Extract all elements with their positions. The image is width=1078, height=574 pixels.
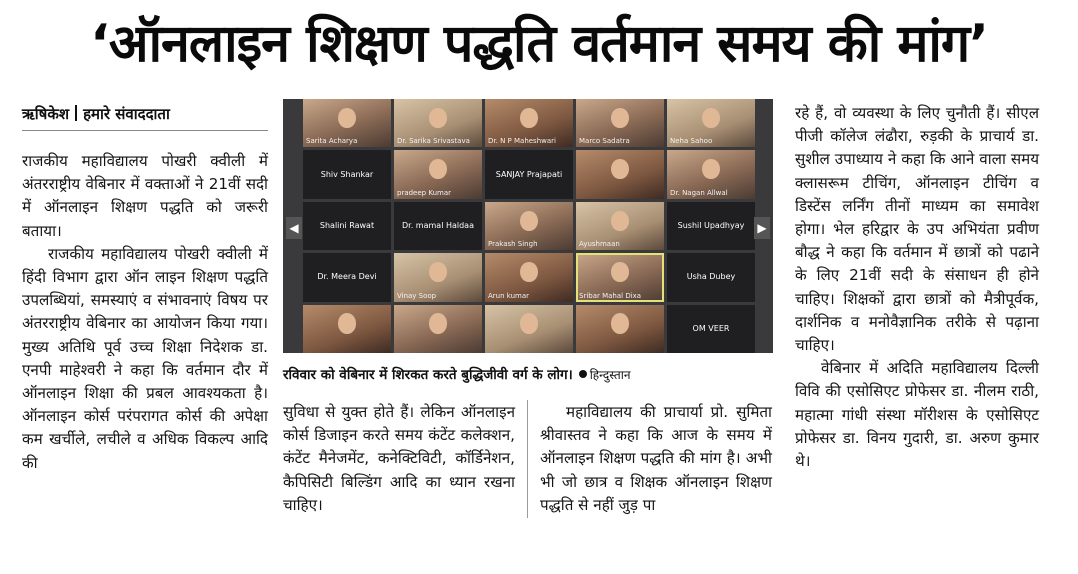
participant-video (338, 313, 356, 333)
participant-video (338, 108, 356, 128)
column-1-paragraph: राजकीय महाविद्यालय पोखरी क्वीली में हिंदी विभाग द्वारा ऑन लाइन शिक्षण पद्धति उपलब्धियां, समस्याएं व संभावनाएं विषय पर अंतरराष्ट्रीय वेबिनार का आयोजन किया गया। मुख्य अतिथि पूर्व उच्च शिक्षा निदेशक डा. एनपी माहेश्वरी ने कहा कि वर्तमान दौर में ऑनलाइन शिक्षा की प्रबल आवश्यकता है। ऑनलाइन कोर्स परंपरागत कोर्स की अपेक्षा कम खर्चीले, लचीले व अधिक विकल्प आदि की (22, 244, 268, 472)
participant-tile (576, 150, 664, 198)
participant-name: Shiv Shankar (320, 169, 374, 179)
participant-tile (303, 150, 391, 198)
participant-video (611, 108, 629, 128)
chevron-left-icon: ◀ (286, 217, 302, 239)
chevron-right-icon: ▶ (754, 217, 770, 239)
participant-name: Sribar Mahal Dixa (579, 291, 642, 300)
participant-name: Arun kumar (488, 291, 530, 300)
caption-credit: हिन्दुस्तान (589, 368, 631, 382)
participant-tile (485, 305, 573, 353)
participant-name: Usha Dubey (686, 272, 736, 282)
participant-tile (303, 202, 391, 250)
caption-text: रविवार को वेबिनार में शिरकत करते बुद्धिजीवी वर्ग के लोग। (283, 367, 573, 383)
photo-caption (283, 366, 631, 384)
headline: ‘ऑनलाइन शिक्षण पद्धति वर्तमान समय की मांग’ (90, 14, 988, 74)
column-2-paragraph: सुविधा से युक्त होते हैं। लेकिन ऑनलाइन कोर्स डिजाइन करते समय कंटेंट कलेक्शन, कंटेंट मैनेजमेंट, कनेक्टिविटी, कॉर्डिनेशन, कैपिसिटी बिल्डिंग आदि का ध्यान रखना चाहिए। (283, 403, 515, 514)
participant-tile (394, 253, 482, 301)
participant-tile (394, 150, 482, 198)
column-3-paragraph: महाविद्यालय की प्राचार्या प्रो. सुमिता श्रीवास्तव ने कहा कि आज के समय में ऑनलाइन शिक्षण पद्धति की मांग है। अभी भी जो छात्र व शिक्षक ऑनलाइन शिक्षण पद्धति से नहीं जुड़ पा (540, 403, 772, 514)
participant-name: Shalini Rawat (319, 220, 375, 230)
participant-tile (485, 150, 573, 198)
participant-name: Dr. mamal Haldaa (402, 220, 474, 230)
participant-video (520, 211, 538, 231)
dateline-place: ऋषिकेश (22, 105, 70, 123)
participant-name: Dr. Meera Devi (317, 272, 377, 282)
participant-tile (485, 202, 573, 250)
column-4-paragraph: वेबिनार में अदिति महाविद्यालय दिल्ली विवि की एसोसिएट प्रोफेसर डा. नीलम राठी, महात्मा गांधी संस्था मॉरीशस के एसोसिएट प्रोफेसर डा. विनय गुदारी, डा. अरुण कुमार थे। (795, 359, 1039, 471)
participant-video (611, 159, 629, 179)
participant-tile (485, 253, 573, 301)
participant-video (611, 262, 629, 282)
participant-tile (394, 202, 482, 250)
participant-tile (576, 99, 664, 147)
participant-name: Prakash Singh (488, 240, 538, 249)
participant-tile (576, 253, 664, 301)
participant-name: Sarita Acharya (306, 137, 358, 146)
participant-name: Sushil Upadhyay (677, 220, 745, 230)
article-column-2 (283, 401, 515, 517)
dateline (22, 103, 170, 125)
participant-video (702, 159, 720, 179)
column-4-paragraph: रहे हैं, वो व्यवस्था के लिए चुनौती हैं। सीएल पीजी कॉलेज लंढौरा, रुड़की के प्राचार्य डा. सुशील उपाध्याय ने कहा कि आने वाला समय क्लासरूम टीचिंग, ऑनलाइन टीचिंग व डिस्टेंस लर्निंग तीनों माध्यम का समावेश होगा। भेल हरिद्वार के उप अभियंता प्रवीण बौद्ध ने कहा कि वर्तमान में छात्रों को पढाने के लिए 21वीं सदी के संसाधन ही होने चाहिए। शिक्षकों द्वारा छात्रों को मैत्रीपूर्वक, दार्शनिक व मनोवैज्ञानिक तरीके से पढ़ाना चाहिए। (795, 104, 1039, 355)
dateline-separator (75, 105, 77, 121)
participant-tile (485, 99, 573, 147)
participant-tile (667, 202, 755, 250)
participant-name: SANJAY Prajapati (495, 169, 563, 179)
participant-name: Ayushmaan (579, 240, 620, 249)
participant-name: Marco Sadatra (579, 137, 630, 146)
participant-name: Neha Sahoo (670, 137, 713, 146)
participant-name: Dr. Nagan Allwal (670, 188, 728, 197)
participant-name: pradeep Kumar (397, 188, 452, 197)
participant-video (520, 313, 538, 333)
dateline-rule (22, 130, 268, 131)
participant-video (611, 211, 629, 231)
participant-tile (394, 305, 482, 353)
participant-tile (576, 202, 664, 250)
participant-name: Dr. Sarika Srivastava (397, 137, 470, 146)
participant-video (702, 108, 720, 128)
participant-tile (303, 99, 391, 147)
participant-video (429, 159, 447, 179)
participant-tile (576, 305, 664, 353)
webinar-photo (283, 99, 773, 353)
participant-tile (303, 253, 391, 301)
participant-tile (667, 253, 755, 301)
article-column-4 (795, 102, 1039, 473)
column-1-paragraph: राजकीय महाविद्यालय पोखरी क्वीली में अंतरराष्ट्रीय वेबिनार में वक्ताओं ने 21वीं सदी में ऑनलाइन शिक्षण पद्धति को जरूरी बताया। (22, 152, 268, 240)
participant-tile (667, 150, 755, 198)
bullet-icon (579, 370, 587, 378)
participant-tile (303, 305, 391, 353)
participant-video (520, 262, 538, 282)
participant-name: OM VEER (692, 323, 730, 333)
participant-video (429, 108, 447, 128)
participant-name: Dr. N P Maheshwari (488, 137, 556, 146)
article-column-3 (540, 401, 772, 517)
column-divider (527, 400, 528, 518)
participant-video (611, 313, 629, 333)
participant-name: Vinay Soop (397, 291, 437, 300)
participant-video (429, 313, 447, 333)
article-column-1 (22, 150, 268, 475)
participant-tile (667, 99, 755, 147)
participant-grid (303, 99, 755, 353)
participant-tile (394, 99, 482, 147)
dateline-byline: हमारे संवाददाता (83, 105, 170, 123)
participant-tile (667, 305, 755, 353)
participant-video (429, 262, 447, 282)
participant-video (520, 108, 538, 128)
